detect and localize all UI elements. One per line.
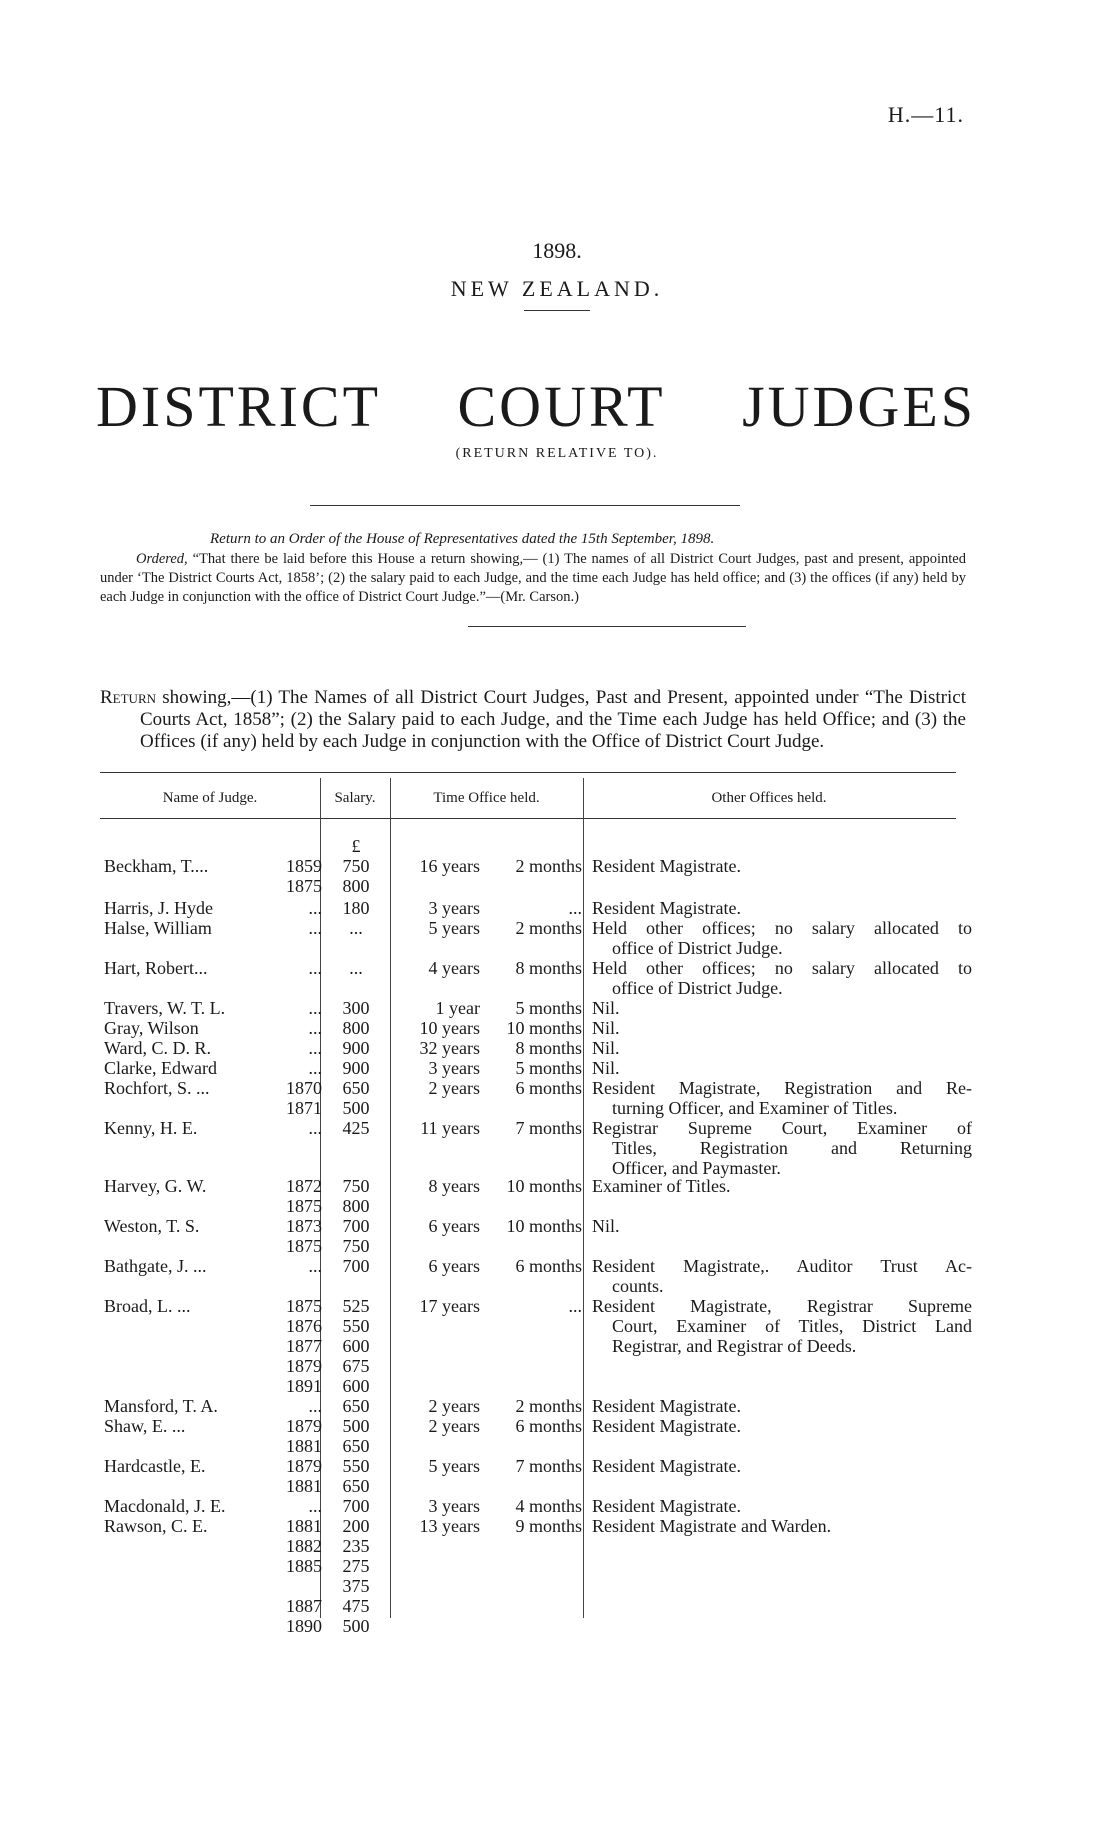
salary-value: 650 xyxy=(342,1436,370,1456)
judge-name: Harvey, G. W. xyxy=(104,1176,207,1196)
time-months: 9 months xyxy=(515,1516,582,1536)
return-body: showing,—(1) The Names of all District Court Judges, Past and Present, appointed under “The District Courts Act, 1858”; (2) the Salary paid to each Judge, and the Time each Judge has held Office; and (3) the Offices (if any) held by each Judge in conjunction with the Office of District Court Judge. xyxy=(140,687,967,752)
time-years: 2 years xyxy=(428,1396,480,1416)
appointment-year: ... xyxy=(308,1396,322,1416)
order-body xyxy=(100,550,966,607)
appointment-year: 1875 xyxy=(286,1296,322,1316)
salary-value: 750 xyxy=(342,1176,370,1196)
time-months: 7 months xyxy=(515,1118,582,1138)
header-other-offices: Other Offices held. xyxy=(711,790,827,806)
salary-value: 550 xyxy=(342,1316,370,1336)
salary-value: 500 xyxy=(342,1416,370,1436)
time-months: 10 months xyxy=(506,1176,582,1196)
judge-name: Hart, Robert... xyxy=(104,958,208,978)
other-offices-line: Examiner of Titles. xyxy=(592,1176,731,1196)
appointment-year: 1875 xyxy=(286,1236,322,1256)
salary-value: 500 xyxy=(342,1098,370,1118)
return-description xyxy=(100,687,966,753)
time-months: 2 months xyxy=(515,1396,582,1416)
salary-value: 900 xyxy=(342,1038,370,1058)
judge-name: Halse, William xyxy=(104,918,212,938)
document-title: DISTRICT COURT JUDGES xyxy=(96,374,976,439)
salary-value: 650 xyxy=(342,1476,370,1496)
document-reference: H.—11. xyxy=(887,102,964,127)
other-offices-line: Resident Magistrate and Warden. xyxy=(592,1516,832,1536)
header-name-of-judge: Name of Judge. xyxy=(162,790,258,806)
salary-value: 600 xyxy=(342,1376,370,1396)
appointment-year: 1876 xyxy=(286,1316,322,1336)
order-top-divider xyxy=(310,505,740,506)
salary-value: ... xyxy=(349,958,363,978)
time-years: 8 years xyxy=(428,1176,480,1196)
other-offices-line: Registrar Supreme Court, Examiner of xyxy=(592,1118,972,1138)
document-subtitle: (RETURN RELATIVE TO). xyxy=(455,446,659,461)
judge-name: Beckham, T.... xyxy=(104,856,209,876)
currency-symbol: £ xyxy=(351,836,361,856)
time-years: 10 years xyxy=(419,1018,480,1038)
time-years: 32 years xyxy=(419,1038,480,1058)
other-offices-line: Nil. xyxy=(592,1038,620,1058)
appointment-year: 1872 xyxy=(286,1176,322,1196)
time-months: 2 months xyxy=(515,918,582,938)
salary-value: 180 xyxy=(342,898,370,918)
appointment-year: ... xyxy=(308,1038,322,1058)
salary-value: 700 xyxy=(342,1256,370,1276)
appointment-year: ... xyxy=(308,1496,322,1516)
appointment-year: ... xyxy=(308,1018,322,1038)
appointment-year: 1879 xyxy=(286,1416,322,1436)
time-months: 2 months xyxy=(515,856,582,876)
other-offices-line: Court, Examiner of Titles, District Land xyxy=(612,1316,972,1336)
salary-value: 235 xyxy=(342,1536,370,1556)
time-months: 8 months xyxy=(515,958,582,978)
ordered-word: Ordered, xyxy=(136,551,188,567)
time-months: 6 months xyxy=(515,1256,582,1276)
salary-value: 750 xyxy=(342,856,370,876)
document-year: 1898. xyxy=(532,238,582,263)
other-offices-line: Nil. xyxy=(592,1018,620,1038)
other-offices-line: Officer, and Paymaster. xyxy=(612,1158,781,1178)
appointment-year: 1885 xyxy=(286,1556,322,1576)
judge-name: Broad, L. ... xyxy=(104,1296,191,1316)
judge-name: Kenny, H. E. xyxy=(104,1118,198,1138)
other-offices-line: Held other offices; no salary allocated to xyxy=(592,918,972,938)
table-header-rule xyxy=(100,818,956,819)
other-offices-line: turning Officer, and Examiner of Titles. xyxy=(612,1098,898,1118)
time-months: 6 months xyxy=(515,1416,582,1436)
judge-name: Ward, C. D. R. xyxy=(104,1038,212,1058)
time-months: 10 months xyxy=(506,1018,582,1038)
appointment-year: 1881 xyxy=(286,1436,322,1456)
header-divider xyxy=(524,310,590,311)
other-offices-line: Nil. xyxy=(592,1058,620,1078)
time-years: 3 years xyxy=(428,898,480,918)
judge-name: Travers, W. T. L. xyxy=(104,998,226,1018)
salary-value: 650 xyxy=(342,1396,370,1416)
time-years: 3 years xyxy=(428,1058,480,1078)
appointment-year: ... xyxy=(308,898,322,918)
other-offices-line: Registrar, and Registrar of Deeds. xyxy=(612,1336,857,1356)
table-column-divider xyxy=(390,778,391,1618)
time-years: 5 years xyxy=(428,1456,480,1476)
other-offices-line: Resident Magistrate, Registrar Supreme xyxy=(592,1296,972,1316)
other-offices-line: Resident Magistrate. xyxy=(592,1416,741,1436)
return-lead: Return xyxy=(100,687,157,708)
appointment-year: 1891 xyxy=(286,1376,322,1396)
time-years: 17 years xyxy=(419,1296,480,1316)
judge-name: Shaw, E. ... xyxy=(104,1416,186,1436)
appointment-year: 1887 xyxy=(286,1596,322,1616)
time-months: 7 months xyxy=(515,1456,582,1476)
judge-name: Gray, Wilson xyxy=(104,1018,199,1038)
document-country: NEW ZEALAND. xyxy=(450,276,664,301)
appointment-year: 1881 xyxy=(286,1476,322,1496)
salary-value: 375 xyxy=(342,1576,370,1596)
appointment-year: 1879 xyxy=(286,1456,322,1476)
judge-name: Rawson, C. E. xyxy=(104,1516,208,1536)
appointment-year: 1873 xyxy=(286,1216,322,1236)
appointment-year: 1877 xyxy=(286,1336,322,1356)
judge-name: Bathgate, J. ... xyxy=(104,1256,207,1276)
time-years: 4 years xyxy=(428,958,480,978)
time-years: 5 years xyxy=(428,918,480,938)
time-years: 13 years xyxy=(419,1516,480,1536)
salary-value: 700 xyxy=(342,1496,370,1516)
salary-value: 675 xyxy=(342,1356,370,1376)
appointment-year: 1871 xyxy=(286,1098,322,1118)
table-top-rule xyxy=(100,772,956,773)
other-offices-line: Resident Magistrate. xyxy=(592,1456,741,1476)
header-salary: Salary. xyxy=(334,790,376,806)
appointment-year: 1859 xyxy=(286,856,322,876)
salary-value: ... xyxy=(349,918,363,938)
appointment-year: ... xyxy=(308,1058,322,1078)
other-offices-line: office of District Judge. xyxy=(612,938,783,958)
salary-value: 425 xyxy=(342,1118,370,1138)
time-years: 2 years xyxy=(428,1078,480,1098)
appointment-year: ... xyxy=(308,958,322,978)
salary-value: 700 xyxy=(342,1216,370,1236)
judge-name: Rochfort, S. ... xyxy=(104,1078,210,1098)
appointment-year: 1879 xyxy=(286,1356,322,1376)
other-offices-line: Resident Magistrate,. Auditor Trust Ac- xyxy=(592,1256,972,1276)
other-offices-line: Titles, Registration and Returning xyxy=(612,1138,972,1158)
salary-value: 800 xyxy=(342,1196,370,1216)
salary-value: 275 xyxy=(342,1556,370,1576)
salary-value: 475 xyxy=(342,1596,370,1616)
table-column-divider xyxy=(583,778,584,1618)
salary-value: 800 xyxy=(342,1018,370,1038)
order-bottom-divider xyxy=(468,626,746,627)
time-months: ... xyxy=(568,1296,582,1316)
judge-name: Hardcastle, E. xyxy=(104,1456,206,1476)
judge-name: Clarke, Edward xyxy=(104,1058,217,1078)
salary-value: 500 xyxy=(342,1616,370,1636)
time-years: 3 years xyxy=(428,1496,480,1516)
judge-name: Weston, T. S. xyxy=(104,1216,200,1236)
salary-value: 200 xyxy=(342,1516,370,1536)
other-offices-line: Resident Magistrate. xyxy=(592,856,741,876)
judge-name: Mansford, T. A. xyxy=(104,1396,218,1416)
time-years: 6 years xyxy=(428,1216,480,1236)
time-months: 5 months xyxy=(515,998,582,1018)
other-offices-line: Resident Magistrate. xyxy=(592,1396,741,1416)
time-months: 4 months xyxy=(515,1496,582,1516)
salary-value: 750 xyxy=(342,1236,370,1256)
time-years: 16 years xyxy=(419,856,480,876)
other-offices-line: office of District Judge. xyxy=(612,978,783,998)
appointment-year: ... xyxy=(308,1118,322,1138)
order-text: “That there be laid before this House a return showing,— (1) The names of all District Court Judges, past and present, appointed under ‘The District Courts Act, 1858’; (2) the salary paid to each Judge, and the time each Judge has held office; and (3) the offices (if any) held by each Judge in conjunction with the office of District Court Judge.”—(Mr. Carson.) xyxy=(100,551,966,605)
other-offices-line: Nil. xyxy=(592,998,620,1018)
salary-value: 900 xyxy=(342,1058,370,1078)
other-offices-line: Held other offices; no salary allocated to xyxy=(592,958,972,978)
time-years: 2 years xyxy=(428,1416,480,1436)
other-offices-line: Nil. xyxy=(592,1216,620,1236)
salary-value: 550 xyxy=(342,1456,370,1476)
appointment-year: 1875 xyxy=(286,1196,322,1216)
time-years: 6 years xyxy=(428,1256,480,1276)
appointment-year: ... xyxy=(308,1256,322,1276)
salary-value: 525 xyxy=(342,1296,370,1316)
other-offices-line: Resident Magistrate. xyxy=(592,898,741,918)
order-heading: Return to an Order of the House of Representatives dated the 15th September, 1898. xyxy=(210,531,715,547)
time-years: 11 years xyxy=(420,1118,480,1138)
header-time-office-held: Time Office held. xyxy=(433,790,540,806)
salary-value: 300 xyxy=(342,998,370,1018)
salary-value: 650 xyxy=(342,1078,370,1098)
time-months: 5 months xyxy=(515,1058,582,1078)
appointment-year: 1881 xyxy=(286,1516,322,1536)
time-months: 8 months xyxy=(515,1038,582,1058)
appointment-year: 1890 xyxy=(286,1616,322,1636)
salary-value: 800 xyxy=(342,876,370,896)
appointment-year: 1882 xyxy=(286,1536,322,1556)
time-months: 6 months xyxy=(515,1078,582,1098)
other-offices-line: Resident Magistrate. xyxy=(592,1496,741,1516)
salary-value: 600 xyxy=(342,1336,370,1356)
other-offices-line: Resident Magistrate, Registration and Re- xyxy=(592,1078,972,1098)
time-months: ... xyxy=(568,898,582,918)
appointment-year: ... xyxy=(308,998,322,1018)
judge-name: Harris, J. Hyde xyxy=(104,898,213,918)
time-years: 1 year xyxy=(435,998,480,1018)
time-months: 10 months xyxy=(506,1216,582,1236)
other-offices-line: counts. xyxy=(612,1276,664,1296)
appointment-year: 1875 xyxy=(286,876,322,896)
appointment-year: 1870 xyxy=(286,1078,322,1098)
appointment-year: ... xyxy=(308,918,322,938)
judge-name: Macdonald, J. E. xyxy=(104,1496,226,1516)
